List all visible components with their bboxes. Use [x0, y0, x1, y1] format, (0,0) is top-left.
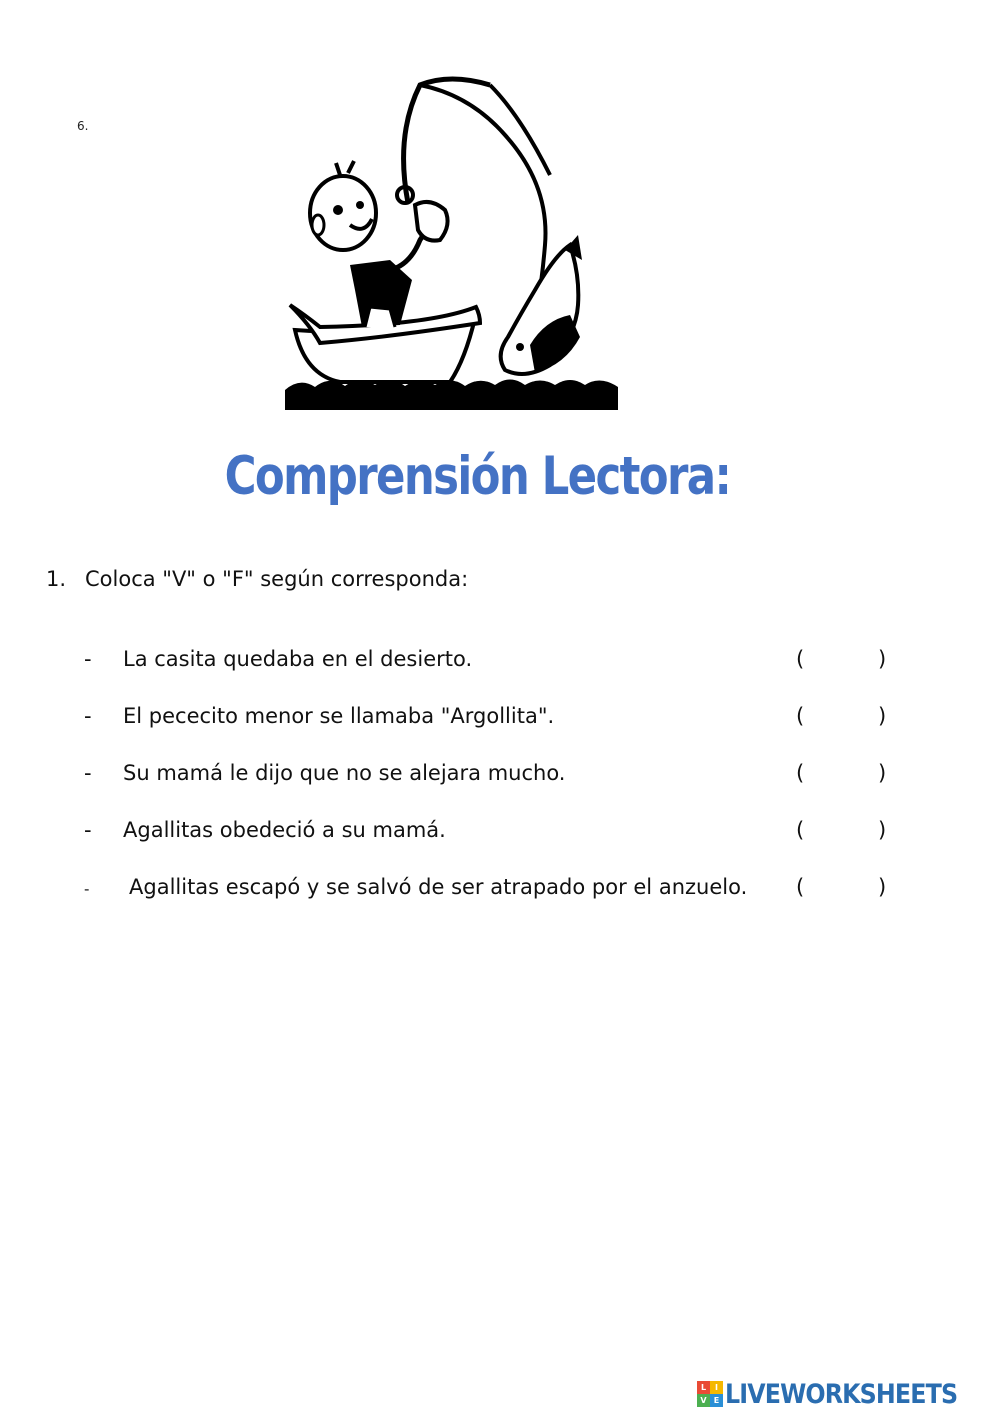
page-number: 6.	[77, 119, 89, 133]
statement-item-2	[84, 704, 904, 761]
statement-text: La casita quedaba en el desierto.	[123, 647, 473, 671]
statement-item-4	[84, 818, 904, 875]
question-number: 1.	[46, 567, 67, 591]
question-1	[46, 567, 468, 591]
bullet-dash: -	[84, 818, 92, 842]
logo-tile: E	[710, 1394, 723, 1407]
logo-tile: I	[710, 1381, 723, 1394]
statement-item-3	[84, 761, 904, 818]
logo-tile: V	[697, 1394, 710, 1407]
fisherman-boat-icon	[280, 75, 625, 415]
statement-text: Agallitas escapó y se salvó de ser atrapado por el anzuelo.	[129, 875, 748, 899]
statement-item-1	[84, 647, 904, 704]
answer-open-paren[interactable]: (	[796, 647, 805, 671]
logo-tile: L	[697, 1381, 710, 1394]
answer-open-paren[interactable]: (	[796, 704, 805, 728]
answer-close-paren[interactable]: )	[878, 704, 887, 728]
answer-close-paren[interactable]: )	[878, 647, 887, 671]
statement-item-5	[84, 875, 904, 932]
bullet-dash: -	[84, 761, 92, 785]
bullet-dash: -	[84, 647, 92, 671]
answer-open-paren[interactable]: (	[796, 761, 805, 785]
statement-list	[84, 647, 904, 932]
logo-text: LIVEWORKSHEETS	[725, 1378, 958, 1410]
question-text: Coloca "V" o "F" según corresponda:	[85, 567, 469, 591]
statement-text: El pececito menor se llamaba "Argollita".	[123, 704, 555, 728]
answer-close-paren[interactable]: )	[878, 761, 887, 785]
answer-open-paren[interactable]: (	[796, 818, 805, 842]
liveworksheets-logo	[697, 1378, 989, 1410]
answer-close-paren[interactable]: )	[878, 818, 887, 842]
answer-open-paren[interactable]: (	[796, 875, 805, 899]
statement-text: Su mamá le dijo que no se alejara mucho.	[123, 761, 566, 785]
bullet-dash: -	[84, 704, 92, 728]
answer-close-paren[interactable]: )	[878, 875, 887, 899]
statement-text: Agallitas obedeció a su mamá.	[123, 818, 446, 842]
page-title: Comprensión Lectora:	[224, 446, 731, 507]
bullet-dash: -	[84, 880, 90, 898]
logo-mark-icon	[697, 1381, 723, 1407]
